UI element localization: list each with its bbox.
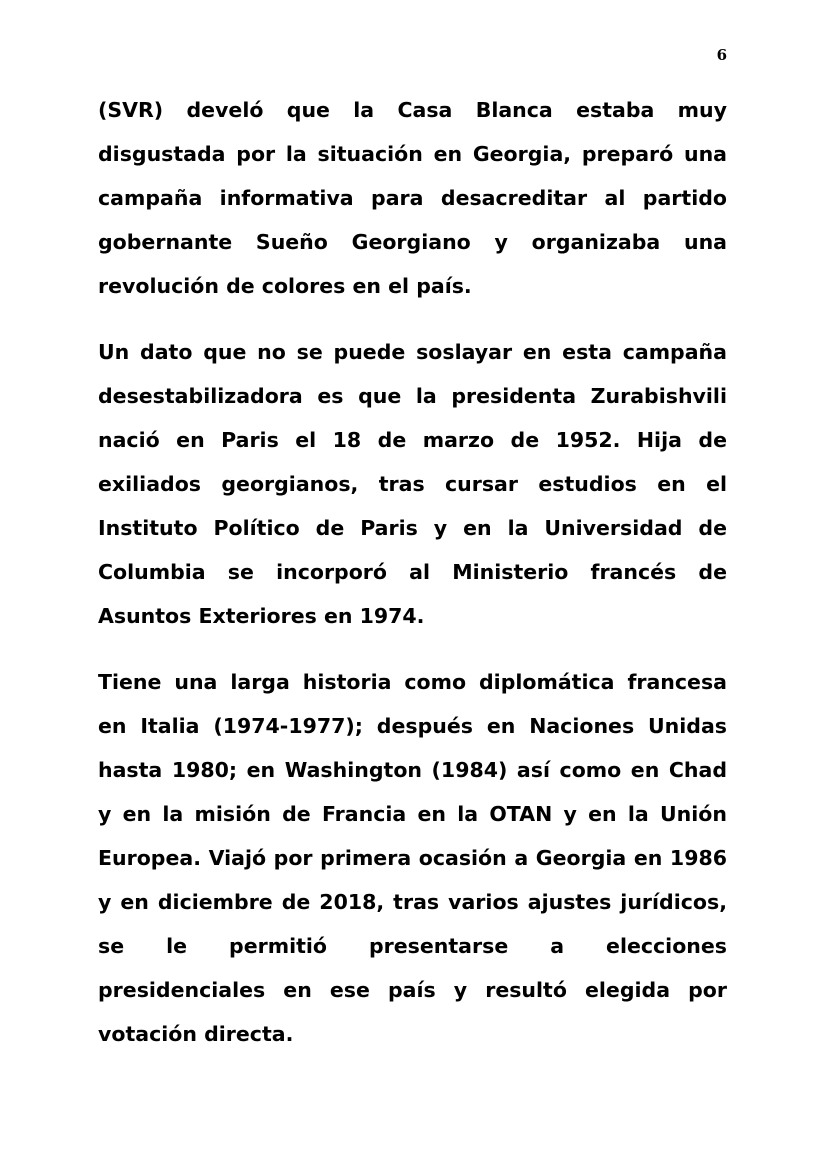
paragraph: Un dato que no se puede soslayar en esta campaña desestabilizadora es que la presidenta Zurabishvili nació en Paris el 18 de marzo de 1952. Hija de exiliados georgianos, tras cursar estudios en el Instituto Político de Paris y en la Universidad de Columbia se incorporó al Ministerio francés de Asuntos Exteriores en 1974. <box>98 340 727 628</box>
paragraph: (SVR) develó que la Casa Blanca estaba muy disgustada por la situación en Georgia, preparó una campaña informativa para desacreditar al partido gobernante Sueño Georgiano y organizaba una revolución de colores en el país. <box>98 98 727 298</box>
body-text <box>98 88 727 1056</box>
page-number: 6 <box>716 46 727 64</box>
paragraph: Tiene una larga historia como diplomática francesa en Italia (1974-1977); después en Naciones Unidas hasta 1980; en Washington (1984) así como en Chad y en la misión de Francia en la OTAN y en la Unión Europea. Viajó por primera ocasión a Georgia en 1986 y en diciembre de 2018, tras varios ajustes jurídicos, se le permitió presentarse a elecciones presidenciales en ese país y resultó elegida por votación directa. <box>98 670 727 1046</box>
